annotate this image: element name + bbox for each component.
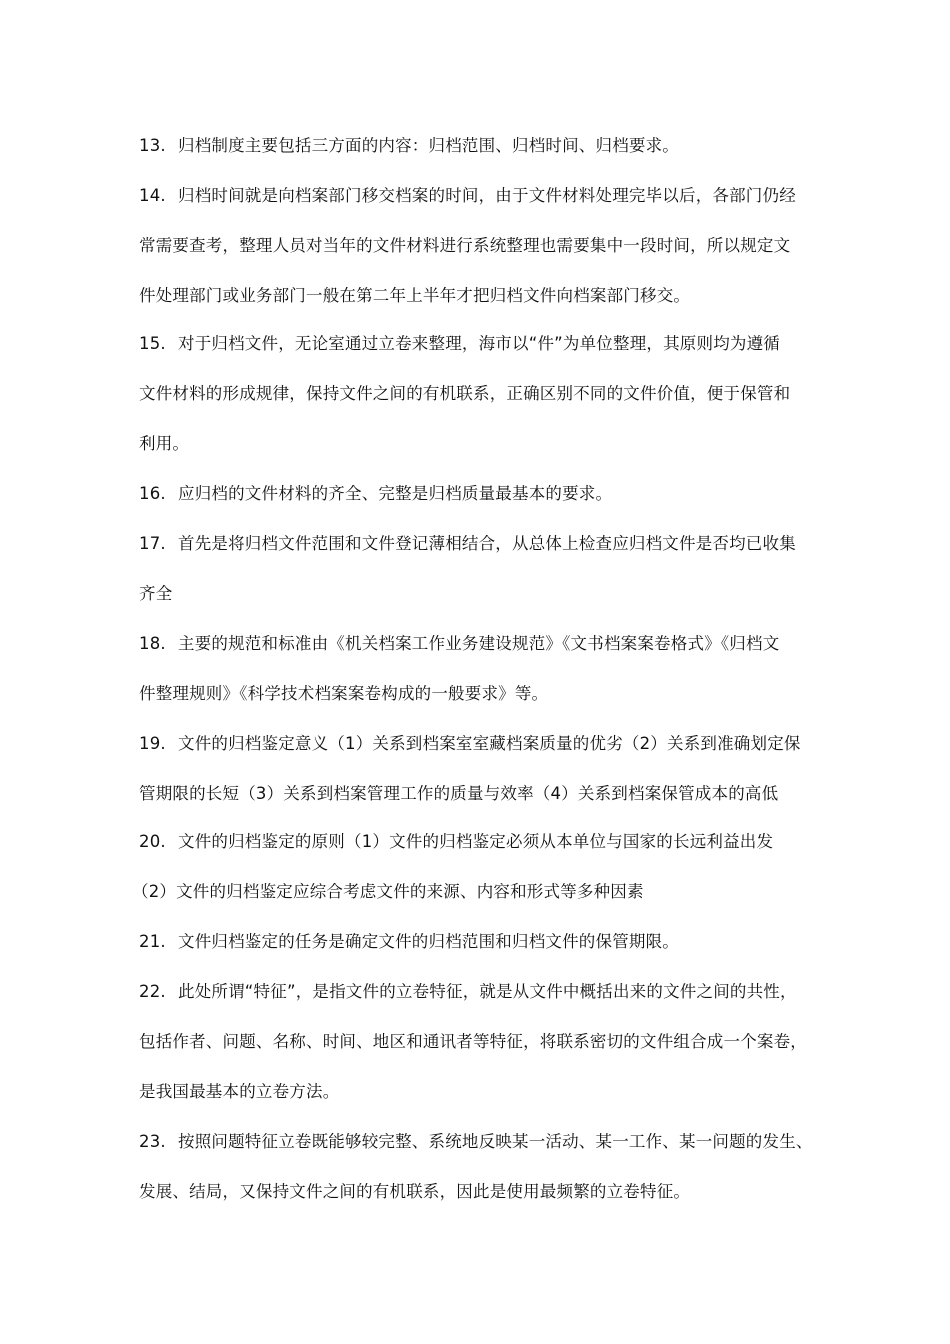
item-number: 21. [139, 932, 166, 951]
paragraph-22 [139, 980, 930, 1004]
item-number: 17. [139, 534, 166, 553]
paragraph-line: 利用。 [139, 434, 190, 453]
paragraph-17 [139, 532, 930, 556]
item-number: 13. [139, 136, 166, 155]
item-number: 19. [139, 734, 166, 753]
paragraph-14 [139, 184, 930, 208]
paragraph-line: 常需要查考，整理人员对当年的文件材料进行系统整理也需要集中一段时间，所以规定文 [139, 236, 791, 255]
paragraph-15 [139, 332, 930, 356]
paragraph-line: 件处理部门或业务部门一般在第二年上半年才把归档文件向档案部门移交。 [139, 286, 691, 305]
paragraph-line: （2）文件的归档鉴定应综合考虑文件的来源、内容和形式等多种因素 [132, 882, 644, 901]
paragraph-line: 归档制度主要包括三方面的内容：归档范围、归档时间、归档要求。 [178, 136, 679, 155]
paragraph-20 [139, 830, 930, 854]
paragraph-line: 按照问题特征立卷既能够较完整、系统地反映某一活动、某一工作、某一问题的发生、 [178, 1132, 813, 1151]
paragraph-line: 件整理规则》《科学技术档案案卷构成的一般要求》等。 [139, 684, 549, 703]
paragraph-line: 文件的归档鉴定意义（1）关系到档案室室藏档案质量的优劣（2）关系到准确划定保 [178, 734, 801, 753]
item-number: 14. [139, 186, 166, 205]
paragraph-line: 文件材料的形成规律，保持文件之间的有机联系，正确区别不同的文件价值，便于保管和 [139, 384, 791, 403]
paragraph-line: 是我国最基本的立卷方法。 [139, 1082, 340, 1101]
item-number: 18. [139, 634, 166, 653]
paragraph-line: 首先是将归档文件范围和文件登记薄相结合，从总体上检查应归档文件是否均已收集 [178, 534, 796, 553]
paragraph-18 [139, 632, 930, 656]
paragraph-21 [139, 930, 930, 954]
paragraph-line: 齐全 [139, 584, 173, 603]
item-number: 15. [139, 334, 166, 353]
paragraph-line: 管期限的长短（3）关系到档案管理工作的质量与效率（4）关系到档案保管成本的高低 [139, 784, 779, 803]
item-number: 22. [139, 982, 166, 1001]
paragraph-line: 对于归档文件，无论室通过立卷来整理，海市以“件”为单位整理，其原则均为遵循 [178, 334, 780, 353]
paragraph-line: 文件归档鉴定的任务是确定文件的归档范围和归档文件的保管期限。 [178, 932, 679, 951]
paragraph-line: 主要的规范和标准由《机关档案工作业务建设规范》《文书档案案卷格式》《归档文 [178, 634, 780, 653]
item-number: 20. [139, 832, 166, 851]
paragraph-line: 归档时间就是向档案部门移交档案的时间，由于文件材料处理完毕以后，各部门仍经 [178, 186, 796, 205]
item-number: 23. [139, 1132, 166, 1151]
paragraph-line: 包括作者、问题、名称、时间、地区和通讯者等特征，将联系密切的文件组合成一个案卷， [139, 1032, 807, 1051]
paragraph-13 [139, 134, 930, 158]
item-number: 16. [139, 484, 166, 503]
paragraph-23 [139, 1130, 930, 1154]
paragraph-19 [139, 732, 930, 756]
paragraph-line: 此处所谓“特征”，是指文件的立卷特征，就是从文件中概括出来的文件之间的共性， [178, 982, 797, 1001]
paragraph-16 [139, 482, 930, 506]
paragraph-line: 应归档的文件材料的齐全、完整是归档质量最基本的要求。 [178, 484, 613, 503]
paragraph-line: 文件的归档鉴定的原则（1）文件的归档鉴定必须从本单位与国家的长远利益出发 [178, 832, 774, 851]
paragraph-line: 发展、结局，又保持文件之间的有机联系，因此是使用最频繁的立卷特征。 [139, 1182, 691, 1201]
